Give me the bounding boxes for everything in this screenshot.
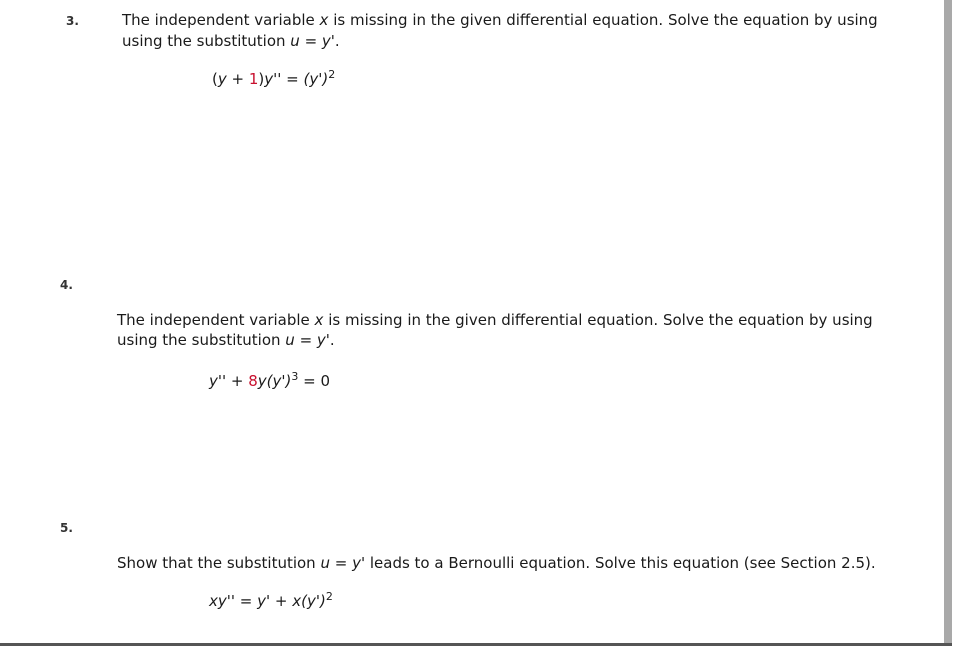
- problem-number: 5.: [60, 521, 73, 535]
- coefficient: 8: [248, 372, 258, 390]
- page-border-right: [944, 0, 952, 646]
- problem-statement-line2: using the substitution u = y'.: [117, 331, 335, 349]
- differential-equation: $y'' + 8y(y')^3 = 0$: [209, 370, 331, 390]
- differential-equation: $xy'' = y' + x(y')^2$: [209, 590, 333, 610]
- problem-statement-line1: Show that the substitution u = y' leads to a Bernoulli equation. Solve this equation (see Section 2.5).: [117, 554, 876, 572]
- coefficient: 1: [248, 70, 259, 88]
- problem-number: 3.: [66, 14, 79, 28]
- problem-number: 4.: [60, 278, 73, 292]
- problem-statement-line2: using the substitution u = y'.: [122, 32, 340, 50]
- problem-statement-line1: The independent variable x is missing in the given differential equation. Solve the equation by using: [117, 311, 873, 329]
- differential-equation: $(y + 1)y'' = (y')^2$: [212, 68, 336, 88]
- problem-statement-line1: The independent variable x is missing in the given differential equation. Solve the equation by using: [122, 11, 878, 29]
